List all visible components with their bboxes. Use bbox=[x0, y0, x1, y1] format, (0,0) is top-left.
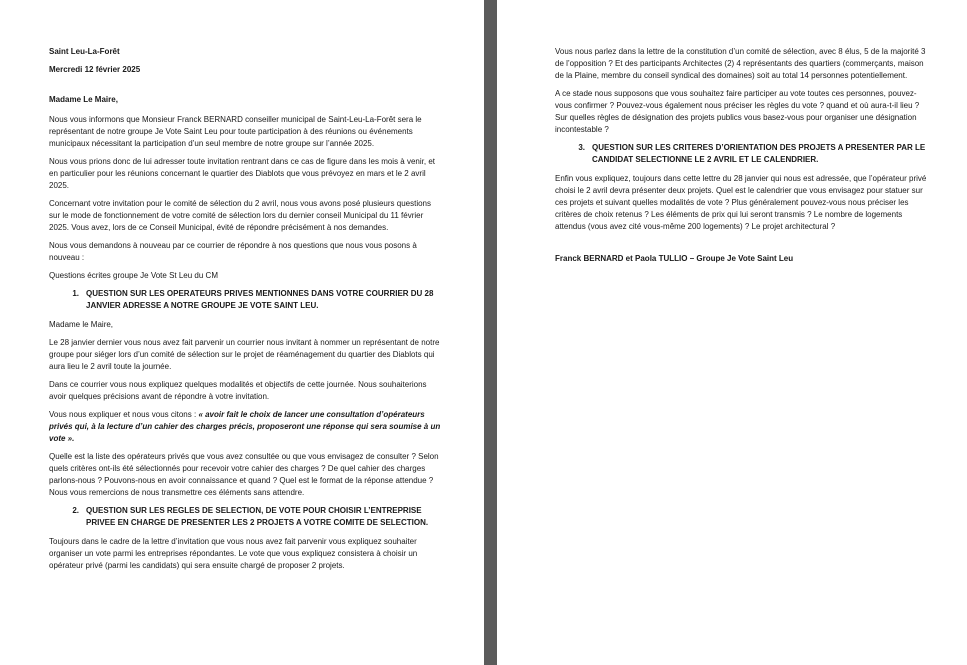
paragraph-selection-committee: Concernant votre invitation pour le comité de sélection du 2 avril, nous vous avons posé plusieurs questions sur le mode de fonctionnement de votre comité de sélection lors du dernier conseil Municipal du 11 février 2025. Vous avez, lors de ce Conseil Municipal, évité de répondre précisément à nos demandes. bbox=[49, 199, 431, 232]
paragraph-operators-questions: Quelle est la liste des opérateurs privés que vous avez consultée ou que vous envisagez de consulter ? Selon quels critères ont-ils été sélectionnés pour recevoir votre cahier des charges ? De quel cahier des charges parlons-nous ? Pouvons-nous en avoir connaissance et quand ? Quel est le format de la réponse attendue ? Nous vous remercions de nous transmettre ces éléments sans attendre. bbox=[49, 452, 439, 497]
page-right bbox=[497, 0, 967, 665]
paragraph-vote: Toujours dans le cadre de la lettre d’invitation que vous nous avez fait parvenir vous expliquez souhaiter organiser un vote parmi les entreprises répondantes. Le vote que vous expliquez consistera à choisir un opérateur privé (parmi les candidats) qui sera ensuite chargé de proposer 2 projets. bbox=[49, 537, 418, 570]
question-1-title: QUESTION SUR LES OPERATEURS PRIVES MENTIONNES DANS VOTRE COURRIER DU 28 JANVIER ADRESSE A NOTRE GROUPE JE VOTE SAINT LEU. bbox=[86, 289, 434, 310]
paragraph-committee-composition: Vous nous parlez dans la lettre de la constitution d’un comité de sélection, avec 8 élus, 5 de la majorité 3 de l’opposition ? Et des participants Architectes (2) 4 représentants des quartiers (commerçants, maison de la Plaine, membre du conseil syndical des domaines) soit au total 14 personnes potentiellement. bbox=[555, 47, 926, 80]
paragraph-calendar: Enfin vous expliquez, toujours dans cette lettre du 28 janvier qui nous est adressée, que l’opérateur privé choisi le 2 avril devra présenter deux projets. Quel est le calendrier que vous envisagez pour statuer sur ces projets et suivant quelles modalités de vote ? Plus généralement pouvez-vous nous préciser les critères de choix retenus ? Les éléments de prix qui lui seront transmis ? Le nombre de logements attendus (vous avez cité vous-même 200 logements) ? Le projet architectural ? bbox=[555, 174, 927, 231]
question-2-title: QUESTION SUR LES REGLES DE SELECTION, DE VOTE POUR CHOISIR L’ENTREPRISE PRIVEE EN CHARGE DE PRESENTER LES 2 PROJETS A VOTRE COMITE DE SELECTION. bbox=[86, 506, 429, 527]
question-1-number: 1. bbox=[72, 289, 79, 298]
salutation: Madame Le Maire, bbox=[49, 95, 118, 104]
salutation-2: Madame le Maire, bbox=[49, 320, 114, 329]
letter-date: Mercredi 12 février 2025 bbox=[49, 65, 141, 74]
questions-heading: Questions écrites groupe Je Vote St Leu du CM bbox=[49, 271, 218, 280]
letter-right bbox=[555, 46, 933, 265]
page-gutter bbox=[484, 0, 497, 665]
paragraph-vote-rules: A ce stade nous supposons que vous souhaitez faire participer au vote toutes ces personnes, pouvez-vous confirmer ? Pouvez-vous également nous préciser les règles du vote ? quand et où aura-t-il lieu ? Sur quelles règles de désignation des projets publics vous basez-vous pour organiser une désignation incontestable ? bbox=[555, 89, 920, 134]
paragraph-january-letter: Le 28 janvier dernier vous nous avez fait parvenir un courrier nous invitant à nommer un représentant de notre groupe pour siéger lors d’un comité de sélection sur le projet de réaménagement du quartier des Diablots qui aura lieu le 2 avril toute la journée. bbox=[49, 338, 440, 371]
paragraph-request: Nous vous demandons à nouveau par ce courrier de répondre à nos questions que nous vous posons à nouveau : bbox=[49, 241, 417, 262]
citation-intro: Vous nous expliquer et nous vous citons : bbox=[49, 410, 199, 419]
letter-left bbox=[49, 46, 444, 572]
signature: Franck BERNARD et Paola TULLIO – Groupe Je Vote Saint Leu bbox=[555, 254, 794, 263]
question-3-heading bbox=[555, 142, 933, 166]
citation-quote: « avoir fait le choix de lancer une consultation d’opérateurs privés qui, à la lecture d’un cahier des charges précis, proposeront une réponse qui sera soumise à un vote ». bbox=[49, 410, 441, 443]
question-2-number: 2. bbox=[72, 506, 79, 515]
paragraph-representative: Nous vous informons que Monsieur Franck BERNARD conseiller municipal de Saint-Leu-La-Forêt sera le représentant de notre groupe Je Vote Saint Leu pour toute participation à des réunions ou événements municipaux nécessitant la participation d’un seul membre de notre groupe sur l’année 2025. bbox=[49, 115, 422, 148]
paragraph-citation bbox=[49, 409, 444, 445]
question-2-heading bbox=[49, 505, 444, 529]
question-3-title: QUESTION SUR LES CRITERES D’ORIENTATION DES PROJETS A PRESENTER PAR LE CANDIDAT SELECTIONNE LE 2 AVRIL ET LE CALENDRIER. bbox=[592, 143, 926, 164]
paragraph-modalities: Dans ce courrier vous nous expliquez quelques modalités et objectifs de cette journée. Nous souhaiterions avoir quelques précisions avant de répondre à votre invitation. bbox=[49, 380, 427, 401]
question-3-number: 3. bbox=[578, 143, 585, 152]
question-1-heading bbox=[49, 288, 444, 312]
letter-place: Saint Leu-La-Forêt bbox=[49, 47, 120, 56]
paragraph-invitations: Nous vous prions donc de lui adresser toute invitation rentrant dans ce cas de figure dans les mois à venir, et en particulier pour les réunions concernant le quartier des Diablots que vous prévoyez en mars et le 2 avril 2025. bbox=[49, 157, 435, 190]
